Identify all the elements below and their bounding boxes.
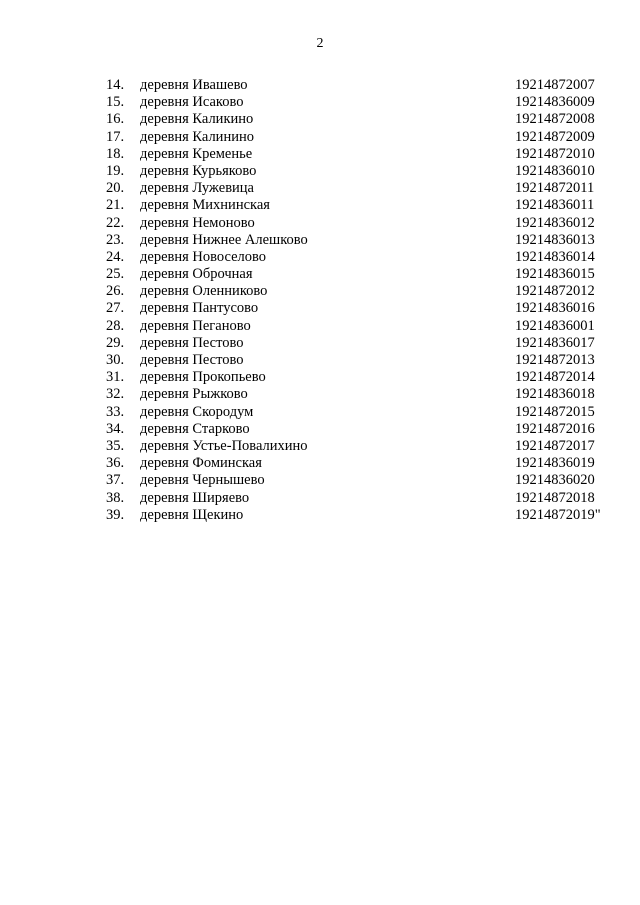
settlement-name: деревня Устье-Повалихино — [140, 437, 308, 454]
oktmo-code: 19214836015 — [515, 266, 595, 283]
list-item — [0, 249, 640, 266]
settlement-name: деревня Старково — [140, 420, 250, 437]
item-number: 38. — [106, 489, 125, 506]
item-number: 34. — [106, 420, 125, 437]
list-item — [0, 507, 640, 524]
list-item — [0, 318, 640, 335]
settlement-name: деревня Нижнее Алешково — [140, 231, 308, 248]
settlement-list — [0, 77, 640, 524]
item-number: 14. — [106, 77, 125, 93]
item-number: 35. — [106, 437, 125, 454]
oktmo-code: 19214836010 — [515, 162, 595, 179]
list-item — [0, 163, 640, 180]
settlement-name: деревня Новоселово — [140, 248, 267, 265]
oktmo-code: 19214836014 — [515, 248, 595, 265]
list-item — [0, 404, 640, 421]
list-item — [0, 472, 640, 489]
item-number: 31. — [106, 369, 125, 386]
settlement-name: деревня Чернышево — [140, 472, 265, 489]
item-number: 22. — [106, 214, 125, 231]
list-item — [0, 197, 640, 214]
oktmo-code: 19214836019 — [515, 455, 595, 472]
settlement-name: деревня Пестово — [140, 334, 244, 351]
item-number: 17. — [106, 128, 125, 145]
list-item — [0, 77, 640, 94]
list-item — [0, 111, 640, 128]
settlement-name: деревня Рыжково — [140, 386, 248, 403]
item-number: 25. — [106, 266, 125, 283]
list-item — [0, 300, 640, 317]
settlement-name: деревня Скородум — [140, 403, 254, 420]
oktmo-code: 19214872014 — [515, 369, 595, 386]
list-item — [0, 129, 640, 146]
item-number: 27. — [106, 300, 125, 317]
oktmo-code: 19214872018 — [515, 489, 595, 506]
oktmo-code: 19214836001 — [515, 317, 595, 334]
oktmo-code: 19214872017 — [515, 437, 595, 454]
list-item — [0, 232, 640, 249]
page-number: 2 — [316, 36, 324, 51]
oktmo-code: 19214872008 — [515, 111, 595, 128]
oktmo-code: 19214872009 — [515, 128, 595, 145]
settlement-name: деревня Ивашево — [140, 77, 248, 93]
oktmo-code: 19214836013 — [515, 231, 595, 248]
item-number: 39. — [106, 506, 125, 523]
list-item — [0, 455, 640, 472]
list-item — [0, 438, 640, 455]
oktmo-code: 19214836012 — [515, 214, 595, 231]
settlement-name: деревня Щекино — [140, 506, 244, 523]
item-number: 32. — [106, 386, 125, 403]
settlement-name: деревня Калинино — [140, 128, 254, 145]
item-number: 29. — [106, 334, 125, 351]
list-item — [0, 386, 640, 403]
item-number: 33. — [106, 403, 125, 420]
item-number: 36. — [106, 455, 125, 472]
oktmo-code: 19214872007 — [515, 77, 595, 93]
item-number: 19. — [106, 162, 125, 179]
item-number: 20. — [106, 180, 125, 197]
settlement-name: деревня Фоминская — [140, 455, 262, 472]
list-item — [0, 215, 640, 232]
oktmo-code: 19214872013 — [515, 352, 595, 368]
item-number: 21. — [106, 197, 125, 214]
item-number: 28. — [106, 317, 125, 334]
oktmo-code: 19214872010 — [515, 145, 595, 162]
item-number: 18. — [106, 145, 125, 162]
item-number: 24. — [106, 248, 125, 265]
settlement-name: деревня Исаково — [140, 94, 244, 111]
settlement-name: деревня Лужевица — [140, 180, 254, 197]
list-item — [0, 266, 640, 283]
settlement-name: деревня Курьяково — [140, 162, 257, 179]
item-number: 16. — [106, 111, 125, 128]
settlement-name: деревня Немоново — [140, 214, 255, 231]
settlement-name: деревня Пестово — [140, 352, 244, 368]
list-item — [0, 146, 640, 163]
list-item — [0, 421, 640, 438]
item-number: 26. — [106, 283, 125, 300]
list-item — [0, 283, 640, 300]
oktmo-code: 19214836016 — [515, 300, 595, 317]
oktmo-code: 19214836011 — [515, 197, 595, 214]
item-number: 15. — [106, 94, 125, 111]
settlement-name: деревня Оленниково — [140, 283, 268, 300]
oktmo-code: 19214836017 — [515, 334, 595, 351]
oktmo-code: 19214836020 — [515, 472, 595, 489]
list-item — [0, 94, 640, 111]
oktmo-code: 19214872011 — [515, 180, 595, 197]
settlement-name: деревня Каликино — [140, 111, 254, 128]
list-item — [0, 490, 640, 507]
oktmo-code: 19214872016 — [515, 420, 595, 437]
settlement-name: деревня Кременье — [140, 145, 253, 162]
settlement-name: деревня Пантусово — [140, 300, 259, 317]
item-number: 37. — [106, 472, 125, 489]
oktmo-code: 19214872012 — [515, 283, 595, 300]
settlement-name: деревня Прокопьево — [140, 369, 266, 386]
oktmo-code: 19214872015 — [515, 403, 595, 420]
settlement-name: деревня Оброчная — [140, 266, 253, 283]
item-number: 30. — [106, 352, 125, 368]
oktmo-code: 19214836009 — [515, 94, 595, 111]
item-number: 23. — [106, 231, 125, 248]
list-item — [0, 335, 640, 352]
settlement-name: деревня Пеганово — [140, 317, 251, 334]
list-item — [0, 352, 640, 369]
settlement-name: деревня Ширяево — [140, 489, 250, 506]
list-item — [0, 180, 640, 197]
list-item — [0, 369, 640, 386]
oktmo-code: 19214872019" — [515, 506, 601, 523]
oktmo-code: 19214836018 — [515, 386, 595, 403]
settlement-name: деревня Михнинская — [140, 197, 270, 214]
